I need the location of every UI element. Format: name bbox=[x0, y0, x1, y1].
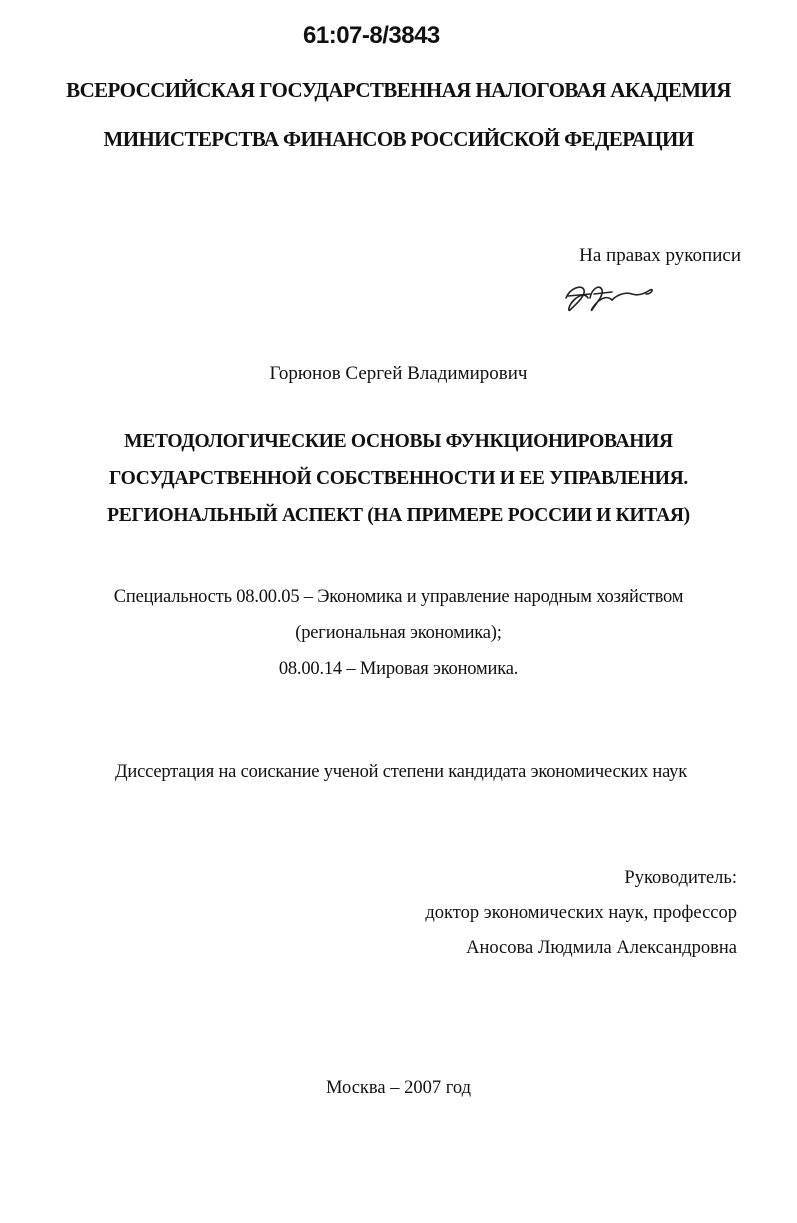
institution-line-2: МИНИСТЕРСТВА ФИНАНСОВ РОССИЙСКОЙ ФЕДЕРАЦИИ bbox=[103, 127, 694, 151]
title-line-2: ГОСУДАРСТВЕННОЙ СОБСТВЕННОСТИ И ЕЕ УПРАВЛЕНИЯ. bbox=[109, 468, 688, 489]
supervisor-name: Аносова Людмила Александровна bbox=[466, 938, 737, 958]
institution-line-1: ВСЕРОССИЙСКАЯ ГОСУДАРСТВЕННАЯ НАЛОГОВАЯ АКАДЕМИЯ bbox=[66, 78, 731, 102]
supervisor-label: Руководитель: bbox=[624, 868, 737, 888]
title-line-3: РЕГИОНАЛЬНЫЙ АСПЕКТ (НА ПРИМЕРЕ РОССИИ И КИТАЯ) bbox=[107, 505, 690, 526]
title-line-1: МЕТОДОЛОГИЧЕСКИЕ ОСНОВЫ ФУНКЦИОНИРОВАНИЯ bbox=[124, 431, 673, 452]
place-year: Москва – 2007 год bbox=[326, 1078, 471, 1098]
specialty-line-3: 08.00.14 – Мировая экономика. bbox=[278, 659, 519, 679]
specialty-line-1: Специальность 08.00.05 – Экономика и управление народным хозяйством bbox=[113, 587, 684, 607]
supervisor-degree: доктор экономических наук, профессор bbox=[425, 903, 737, 923]
document-number: 61:07-8/3843 bbox=[303, 22, 440, 49]
signature-icon bbox=[560, 276, 660, 316]
manuscript-note: На правах рукописи bbox=[579, 245, 741, 266]
specialty-line-2: (региональная экономика); bbox=[295, 623, 502, 643]
author-name: Горюнов Сергей Владимирович bbox=[269, 363, 528, 384]
dissertation-statement: Диссертация на соискание ученой степени кандидата экономических наук bbox=[115, 762, 688, 782]
